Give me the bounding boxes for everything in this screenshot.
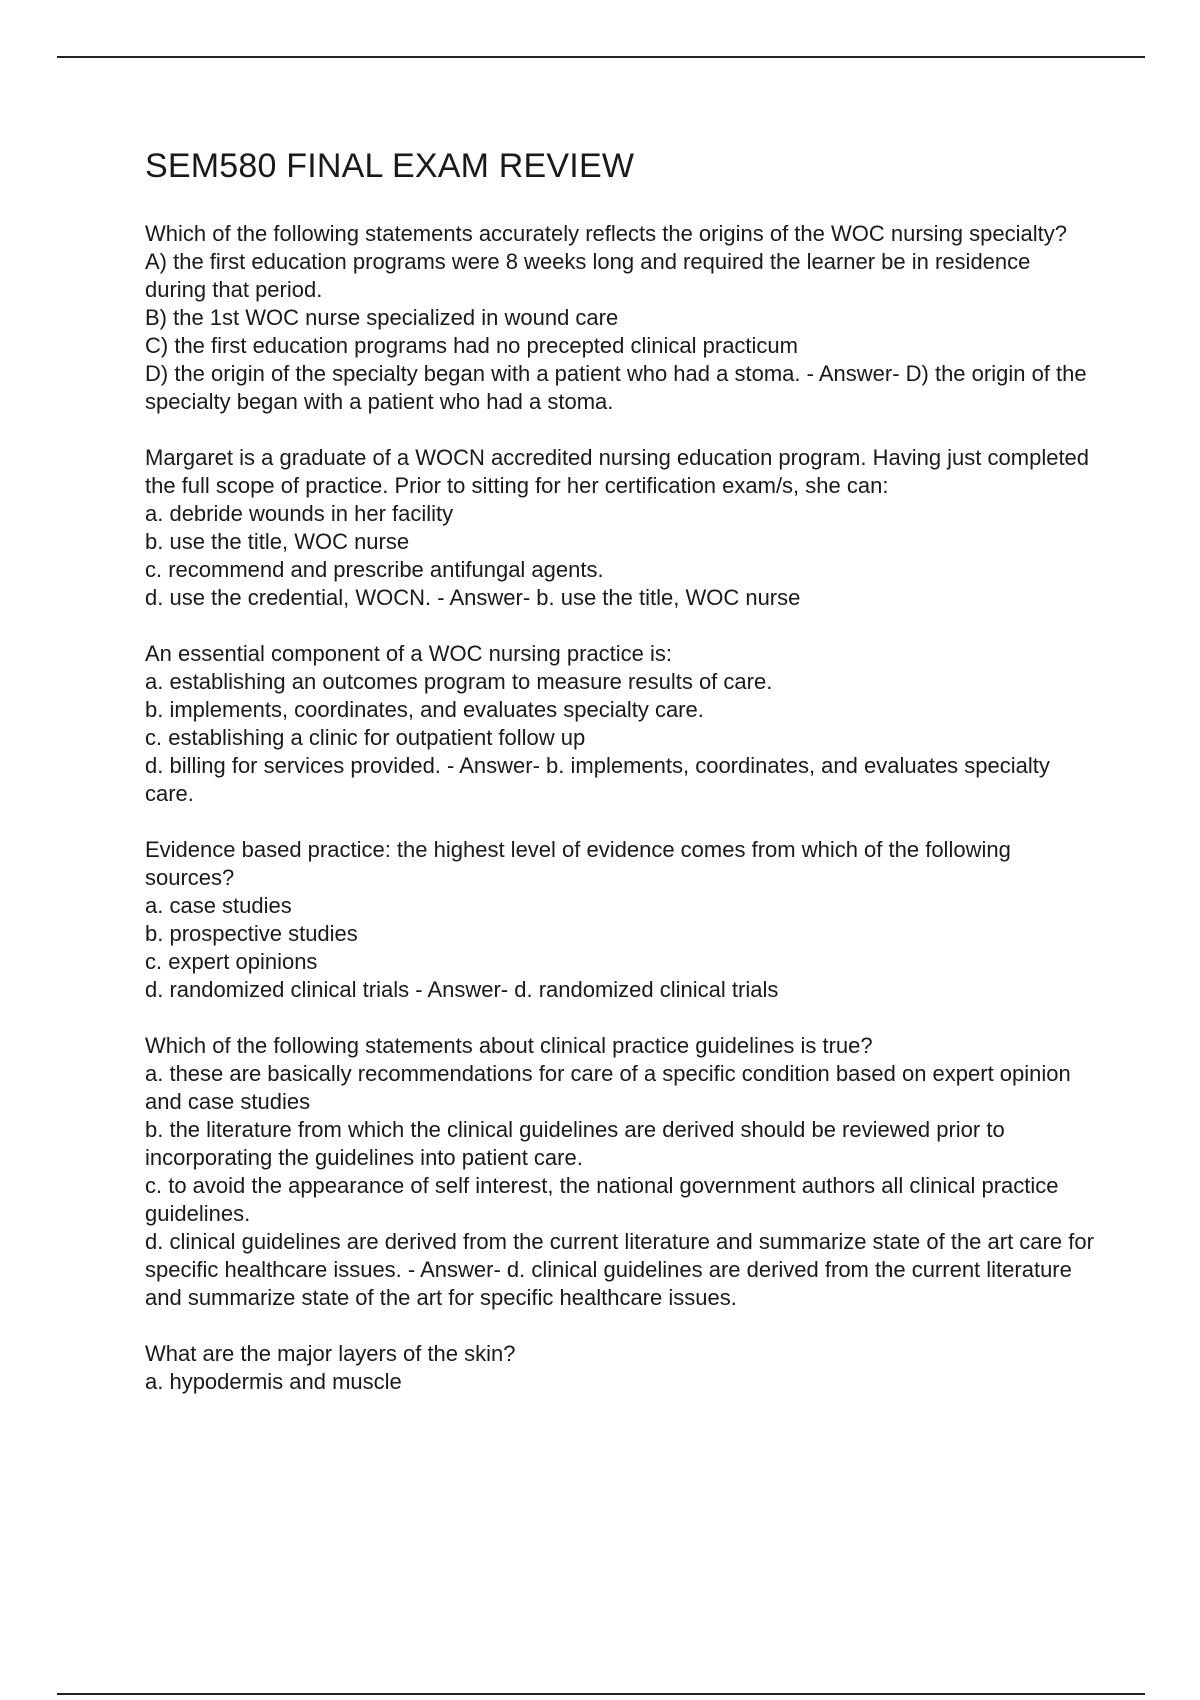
answer-option: a. these are basically recommendations for care of a specific condition based on expert opinion and case studies	[145, 1061, 1071, 1114]
question-prompt: An essential component of a WOC nursing practice is:	[145, 641, 673, 666]
answer-option: B) the 1st WOC nurse specialized in wound care	[145, 305, 619, 330]
header-rule	[57, 56, 1145, 58]
answer-option: a. establishing an outcomes program to measure results of care.	[145, 669, 773, 694]
answer-option: b. prospective studies	[145, 921, 358, 946]
document-body	[145, 142, 1095, 1424]
question-block	[145, 1340, 1095, 1396]
answer-option: c. recommend and prescribe antifungal agents.	[145, 557, 604, 582]
answer-option: b. the literature from which the clinical guidelines are derived should be reviewed prior to incorporating the guidelines into patient care.	[145, 1117, 1005, 1170]
answer-option: b. use the title, WOC nurse	[145, 529, 410, 554]
answer-option: a. hypodermis and muscle	[145, 1369, 402, 1394]
question-block	[145, 836, 1095, 1004]
question-block	[145, 640, 1095, 808]
question-block	[145, 220, 1095, 416]
question-prompt: Which of the following statements accurately reflects the origins of the WOC nursing specialty?	[145, 221, 1067, 246]
question-block	[145, 1032, 1095, 1312]
answer-option: d. randomized clinical trials - Answer- d. randomized clinical trials	[145, 977, 779, 1002]
answer-option: C) the first education programs had no precepted clinical practicum	[145, 333, 798, 358]
question-prompt: Which of the following statements about clinical practice guidelines is true?	[145, 1033, 873, 1058]
answer-option: d. use the credential, WOCN. - Answer- b. use the title, WOC nurse	[145, 585, 801, 610]
answer-option: d. clinical guidelines are derived from the current literature and summarize state of the art care for specific healthcare issues. - Answer- d. clinical guidelines are derived from the current literature and summarize state of the art for specific healthcare issues.	[145, 1229, 1094, 1310]
question-prompt: Evidence based practice: the highest level of evidence comes from which of the following sources?	[145, 837, 1011, 890]
question-prompt: Margaret is a graduate of a WOCN accredited nursing education program. Having just completed the full scope of practice. Prior to sitting for her certification exam/s, she can:	[145, 445, 1090, 498]
answer-option: a. case studies	[145, 893, 292, 918]
question-block	[145, 444, 1095, 612]
answer-option: D) the origin of the specialty began with a patient who had a stoma. - Answer- D) the origin of the specialty began with a patient who had a stoma.	[145, 361, 1087, 414]
answer-option: c. to avoid the appearance of self interest, the national government authors all clinical practice guidelines.	[145, 1173, 1059, 1226]
answer-option: c. expert opinions	[145, 949, 318, 974]
answer-option: d. billing for services provided. - Answer- b. implements, coordinates, and evaluates specialty care.	[145, 753, 1050, 806]
answer-option: a. debride wounds in her facility	[145, 501, 454, 526]
answer-option: A) the first education programs were 8 weeks long and required the learner be in residence during that period.	[145, 249, 1031, 302]
footer-rule	[57, 1693, 1145, 1695]
answer-option: b. implements, coordinates, and evaluates specialty care.	[145, 697, 704, 722]
answer-option: c. establishing a clinic for outpatient follow up	[145, 725, 586, 750]
document-title: SEM580 FINAL EXAM REVIEW	[145, 147, 635, 185]
question-prompt: What are the major layers of the skin?	[145, 1341, 516, 1366]
